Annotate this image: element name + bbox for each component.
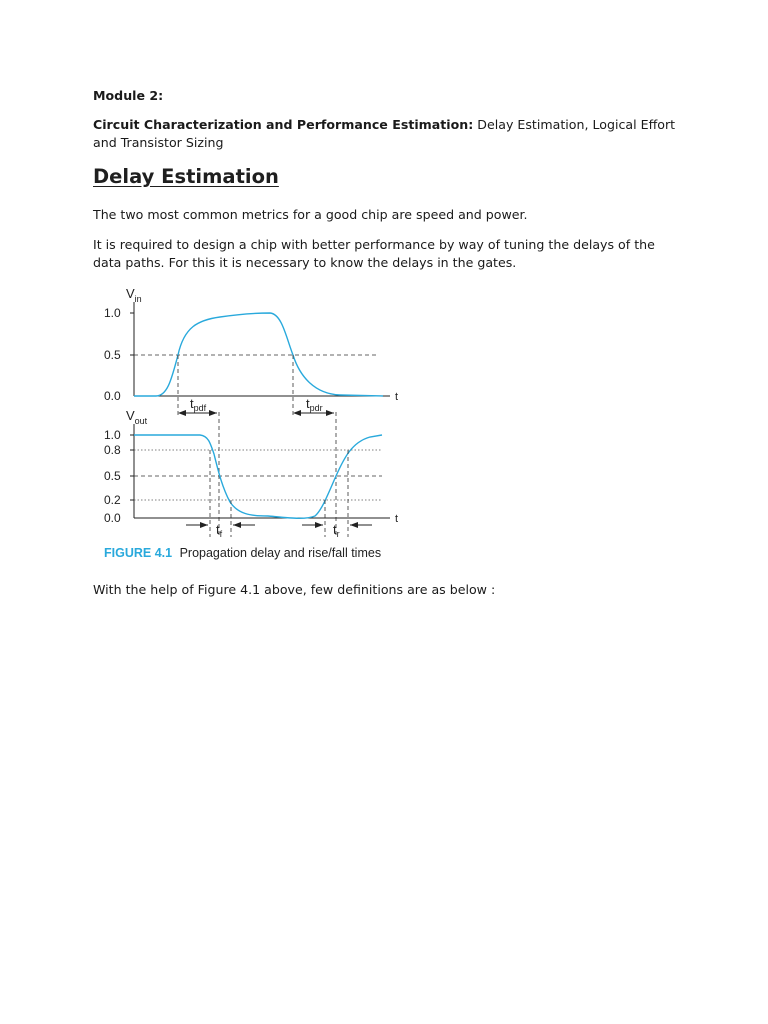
vin-tick-label-1: 1.0 [104,306,121,320]
figure-caption-text: Propagation delay and rise/fall times [179,546,382,560]
module-label: Module 2: [93,88,164,103]
vout-tick-label-02: 0.2 [104,493,121,507]
vin-plot [104,286,398,403]
vout-label: $V_{out}$ [126,408,148,426]
vout-curve [134,435,382,518]
vin-curve [134,313,383,396]
tpdr-arrow-left [293,410,301,416]
vout-plot [104,408,398,525]
tpdf-label: $t_{pdf}$ [190,396,207,413]
vin-t-label: t [395,391,399,403]
figure-4-1 [90,282,410,564]
delay-markers [178,355,336,537]
tr-label: $t_r$ [333,522,340,539]
paragraph-definitions: With the help of Figure 4.1 above, few definitions are as below : [93,582,496,597]
vin-label: $V_{in}$ [126,286,142,304]
vout-tick-label-0: 0.0 [104,511,121,525]
figure-caption [104,546,381,560]
vout-t-label: t [395,513,399,525]
paragraph-design: It is required to design a chip with better performance by way of tuning the delays of the data paths. For this it is necessary to know the delays in the gates. [93,237,655,270]
subtitle-rest: Delay Estimation, Logical Effort and Transistor Sizing [93,117,676,150]
figure-number: FIGURE 4.1 [104,546,173,560]
vin-tick-label-05: 0.5 [104,348,121,362]
module-subtitle [93,116,683,152]
tpdr-label: $t_{pdr}$ [306,396,323,413]
section-heading: Delay Estimation [93,165,279,188]
subtitle-bold: Circuit Characterization and Performance Estimation: [93,117,474,132]
vout-tick-label-08: 0.8 [104,443,121,457]
paragraph-metrics: The two most common metrics for a good chip are speed and power. [93,207,528,222]
rise-fall-markers [186,450,372,539]
tf-label: $t_f$ [216,522,223,539]
vin-tick-label-0: 0.0 [104,389,121,403]
tpdf-arrow-left [178,410,186,416]
vout-tick-label-05: 0.5 [104,469,121,483]
vout-tick-label-1: 1.0 [104,428,121,442]
